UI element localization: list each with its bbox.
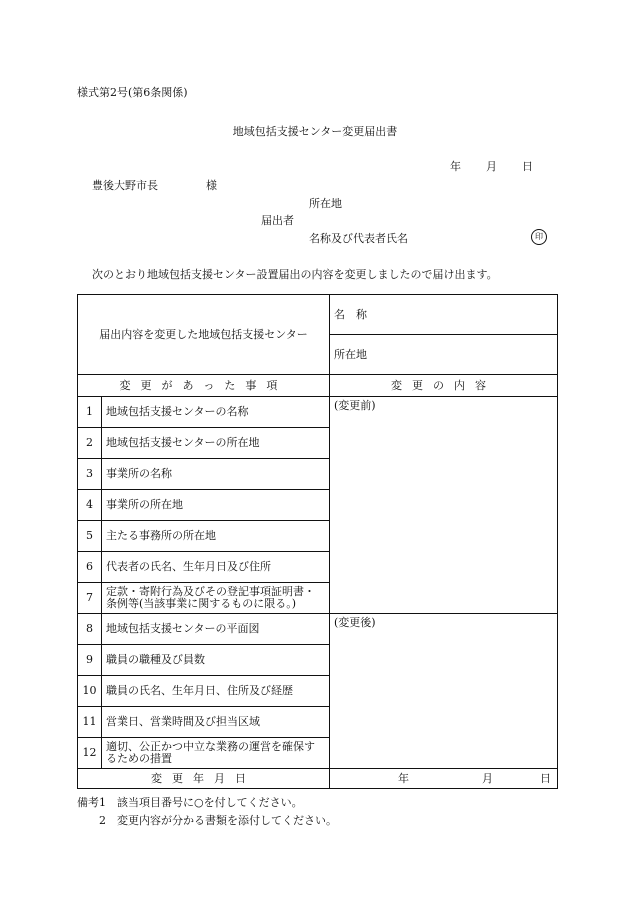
item-label: 営業日、営業時間及び担当区域 [102,707,330,738]
items-header: 変更があった事項 [78,375,330,397]
change-month-label: 月 [482,771,493,785]
item-number[interactable]: 11 [78,707,102,738]
applicant-name-label: 名称及び代表者氏名 [309,232,408,245]
item-label: 地域包括支援センターの名称 [102,397,330,428]
item-number[interactable]: 8 [78,614,102,645]
item-label: 定款・寄附行為及びその登記事項証明書・条例等(当該事業に関するものに限る。) [102,583,330,614]
center-label-cell [78,295,330,375]
content-header: 変更の内容 [330,375,558,397]
item-number[interactable]: 6 [78,552,102,583]
seal-mark: 印 [531,229,547,245]
item-number[interactable]: 7 [78,583,102,614]
item-label: 事業所の名称 [102,459,330,490]
item-number[interactable]: 3 [78,459,102,490]
addressee: 豊後大野市長 [92,179,158,192]
item-label: 主たる事務所の所在地 [102,521,330,552]
item-label: 地域包括支援センターの所在地 [102,428,330,459]
date-year-label: 年 [450,160,461,173]
change-day-label: 日 [540,771,551,785]
item-label: 地域包括支援センターの平面図 [102,614,330,645]
item-label: 職員の職種及び員数 [102,645,330,676]
after-label: (変更後) [334,616,376,629]
date-day-label: 日 [522,160,533,173]
note-2: 2 変更内容が分かる書類を添付してください。 [99,814,337,827]
center-address-cell[interactable] [330,335,558,375]
document-title: 地域包括支援センター変更届出書 [232,125,398,138]
note-1: 備考1 該当項目番号に○を付してください。 [77,796,303,809]
item-number[interactable]: 4 [78,490,102,521]
change-date-label: 変更年月日 [78,769,330,789]
item-number[interactable]: 12 [78,738,102,769]
item-label: 事業所の所在地 [102,490,330,521]
center-name-label: 名 称 [334,307,367,321]
applicant-address-label: 所在地 [309,197,342,210]
change-year-label: 年 [398,771,409,785]
change-form-table [77,294,558,789]
center-name-cell[interactable] [330,295,558,335]
item-number[interactable]: 10 [78,676,102,707]
applicant-label: 届出者 [261,214,294,227]
date-month-label: 月 [486,160,497,173]
center-address-label: 所在地 [334,347,367,361]
change-date-cell[interactable] [330,769,558,789]
item-number[interactable]: 9 [78,645,102,676]
item-number[interactable]: 5 [78,521,102,552]
item-label: 適切、公正かつ中立な業務の運営を確保するための措置 [102,738,330,769]
after-content-cell[interactable] [330,614,558,769]
before-content-cell[interactable] [330,397,558,614]
addressee-honorific: 様 [206,179,217,192]
before-label: (変更前) [334,399,376,412]
item-label: 職員の氏名、生年月日、住所及び経歴 [102,676,330,707]
item-label: 代表者の氏名、生年月日及び住所 [102,552,330,583]
form-number: 様式第2号(第6条関係) [77,86,188,99]
item-number[interactable]: 2 [78,428,102,459]
item-number[interactable]: 1 [78,397,102,428]
intro-text: 次のとおり地域包括支援センター設置届出の内容を変更しましたので届け出ます。 [92,268,498,281]
center-label: 届出内容を変更した地域包括支援センター [99,327,308,341]
